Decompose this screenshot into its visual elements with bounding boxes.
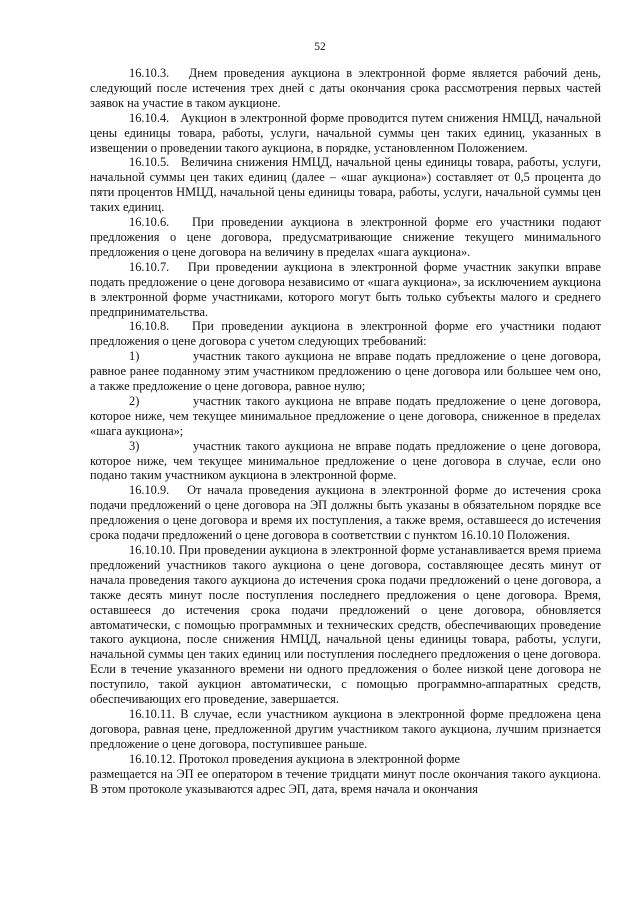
list-item-text: участник такого аукциона не вправе подать предложение о цене договора, равное ранее поданному этим участником предложению о цене договора или большее чем оно, а также предложение о цене договора, равное нулю; <box>90 349 601 394</box>
list-item-text: участник такого аукциона не вправе подать предложение о цене договора, которое ниже, чем текущее минимальное предложение о цене договора, сниженное в пределах «шага аукциона»; <box>90 393 601 438</box>
document-body <box>90 66 601 796</box>
paragraph-16-10-9: 16.10.9. От начала проведения аукциона в электронной форме до истечения срока подачи предложений о цене договора на ЭП должны быть указаны в обязательном порядке все предложения о цене договора и время их поступления, а также время, оставшееся до истечения срока подачи предложений о цене договора в соответствии с пунктом 16.10.10 Положения. <box>90 483 601 543</box>
paragraph-16-10-6: 16.10.6. При проведении аукциона в электронной форме его участники подают предложения о цене договора, предусматривающие снижение текущего минимального предложения о цене договора на величину в пределах «шага аукциона». <box>90 215 601 259</box>
paragraph-16-10-8: 16.10.8. При проведении аукциона в электронной форме его участники подают предложения о цене договора с учетом следующих требований: <box>90 319 601 349</box>
paragraph-16-10-11: 16.10.11. В случае, если участником аукциона в электронной форме предложена цена договора, равная цене, предложенной другим участником такого аукциона, лучшим признается предложение о цене договора, поступившее раньше. <box>90 706 601 751</box>
paragraph-16-10-12: 16.10.12. Протокол проведения аукциона в электронной форме <box>129 751 460 766</box>
list-item-number: 2) <box>129 393 140 408</box>
paragraph-16-10-3: 16.10.3. Днем проведения аукциона в электронной форме является рабочий день, следующий после истечения трех дней с даты окончания срока рассмотрения первых частей заявок на участие в таком аукционе. <box>90 66 601 110</box>
paragraph-16-10-4: 16.10.4. Аукцион в электронной форме проводится путем снижения НМЦД, начальной цены единицы товара, работы, услуги, начальной суммы цен таких единиц, указанных в извещении о проведении такого аукциона, в порядке, установленном Положением. <box>90 110 601 155</box>
list-item-3 <box>90 439 601 484</box>
list-item-1 <box>90 349 601 394</box>
list-item-number: 1) <box>129 349 140 364</box>
paragraph-16-10-7: 16.10.7. При проведении аукциона в электронной форме участник закупки вправе подать предложение о цене договора независимо от «шага аукциона», за исключением аукциона в электронной форме участниками, которого могут быть только субъекты малого и среднего предпринимательства. <box>90 259 601 319</box>
paragraph-16-10-5: 16.10.5. Величина снижения НМЦД, начальной цены единицы товара, работы, услуги, начальной суммы цен таких единиц (далее – «шаг аукциона») составляет от 0,5 процента до пяти процентов НМЦД, начальной цены единицы товара, работы, услуги, начальной суммы цен таких единиц. <box>90 155 601 215</box>
list-item-text: участник такого аукциона не вправе подать предложение о цене договора, которое ниже, чем текущее минимальное предложение о цене договора в случае, если оно подано таким участником аукциона в электронной форме. <box>90 438 601 483</box>
list-item-number: 3) <box>129 438 140 453</box>
paragraph-16-10-10: 16.10.10. При проведении аукциона в электронной форме устанавливается время приема предложений участников такого аукциона о цене договора, составляющее десять минут от начала проведения такого аукциона до истечения срока подачи предложений о цене договора, а также десять минут после поступления последнего предложения о цене договора. Время, оставшееся до истечения срока подачи предложений о цене договора, обновляется автоматически, с помощью программных и технических средств, обеспечивающих проведение такого аукциона, после снижения НМЦД, начальной цены единицы товара, работы, услуги, начальной суммы цен таких единиц или поступления последнего предложения о цене договора. Если в течение указанного времени ни одного предложения о более низкой цене договора не поступило, такой аукцион автоматически, с помощью программно-аппаратных средств, обеспечивающих его проведение, завершается. <box>90 543 601 707</box>
list-item-2 <box>90 394 601 439</box>
paragraph-continuation: размещается на ЭП ее оператором в течение тридцати минут после окончания такого аукциона. В этом протоколе указываются адрес ЭП, дата, время начала и окончания <box>90 766 601 796</box>
page-number: 52 <box>314 41 326 53</box>
